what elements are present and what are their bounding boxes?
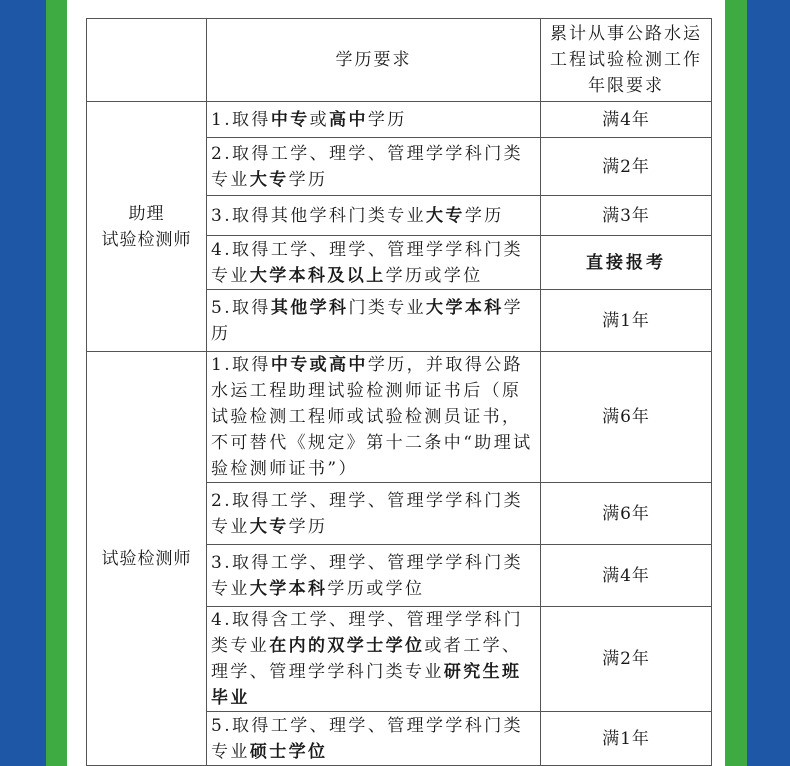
requirement-cell [207,712,541,766]
requirement-cell [207,352,541,483]
requirement-text: 学历，并取得公路水运工程助理试验检测师证书后（原试验检测工程师或试验检测员证书，不可替代《规定》第十二条中“助理试验检测师证书”） [211,355,533,479]
requirement-cell [207,607,541,712]
years-cell: 满4年 [541,102,712,138]
years-cell: 满3年 [541,196,712,236]
years-cell: 满4年 [541,545,712,607]
requirement-text: 或者工学、理学、管理学学科门类专业 [211,636,522,682]
requirement-text: 门类专业 [348,297,427,318]
requirement-text: 4.取得工学、理学、管理学学科门类专业 [211,239,524,286]
category-text: 试验检测师 [101,229,192,250]
requirement-emphasis: 中专 [270,109,310,130]
requirement-emphasis: 中专或高中 [270,355,368,375]
requirement-text: 5.取得工学、理学、管理学学科门类专业 [211,715,524,762]
years-cell: 直接报考 [541,236,712,290]
table-row [87,102,712,138]
requirements-table [86,18,712,766]
requirement-text: 3.取得工学、理学、管理学学科门类专业 [211,552,524,599]
requirement-text: 学历 [367,109,407,130]
requirement-emphasis: 大学本科及以上 [249,265,386,286]
requirement-text: 学历 [288,516,328,537]
requirement-cell [207,236,541,290]
requirement-text: 学历 [288,169,328,190]
requirement-text: 1.取得 [211,355,271,375]
requirement-text: 学历或学位 [385,265,483,286]
years-cell: 满2年 [541,607,712,712]
requirement-cell [207,483,541,545]
requirement-cell [207,545,541,607]
requirement-emphasis: 大学本科 [426,297,504,318]
requirement-emphasis: 在内的双学士学位 [269,636,425,656]
header-cell-empty [87,19,207,102]
header-row [87,19,712,102]
requirement-text: 5.取得 [211,297,271,318]
category-text: 助理 [128,203,165,224]
category-text: 试验检测师 [101,548,192,569]
table-row [87,352,712,483]
requirement-emphasis: 大学本科 [249,578,328,599]
category-cell [87,352,207,766]
requirement-text: 2.取得工学、理学、管理学学科门类专业 [211,490,524,537]
requirement-emphasis: 研究生班毕业 [211,662,522,708]
requirement-text: 学历 [211,297,524,344]
header-education: 学历要求 [207,19,541,102]
requirement-text: 3.取得其他学科门类专业 [211,205,427,226]
years-cell: 满1年 [541,290,712,352]
category-cell [87,102,207,352]
requirement-emphasis: 大专 [426,205,465,226]
requirement-emphasis: 其他学科 [270,297,349,318]
years-cell: 满6年 [541,352,712,483]
requirement-text: 1.取得 [211,109,271,130]
years-cell: 满2年 [541,138,712,196]
requirement-text: 2.取得工学、理学、管理学学科门类专业 [211,143,524,190]
requirement-cell [207,290,541,352]
requirement-cell [207,138,541,196]
requirement-emphasis: 大专 [249,169,289,190]
requirement-emphasis: 大专 [249,516,289,537]
requirement-emphasis: 高中 [329,109,368,130]
requirement-text: 或 [309,109,330,130]
requirement-text: 4.取得含工学、理学、管理学学科门类专业 [211,610,524,656]
requirement-emphasis: 硕士学位 [249,741,328,762]
requirement-text: 学历 [464,205,504,226]
requirement-text: 学历或学位 [327,578,425,599]
requirement-cell [207,196,541,236]
header-years: 累计从事公路水运工程试验检测工作年限要求 [541,19,712,102]
years-cell: 满6年 [541,483,712,545]
years-cell: 满1年 [541,712,712,766]
requirement-cell [207,102,541,138]
